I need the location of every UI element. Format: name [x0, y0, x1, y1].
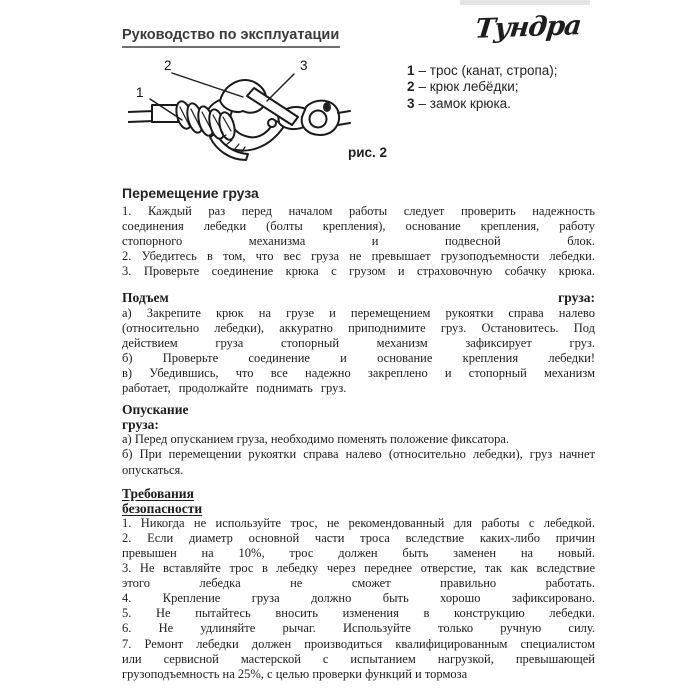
ferrule [152, 105, 178, 122]
figure-label-3: 3 [300, 58, 308, 73]
brand-logo: Тундра [473, 10, 583, 45]
text-line: 3. Проверьте соединение крюка с грузом и страховочную собачку крюка. [122, 264, 595, 279]
document-body [122, 185, 595, 682]
section-heading-moving: Перемещение груза [122, 185, 259, 201]
legend-item [407, 63, 558, 79]
body-detail-hole [268, 119, 276, 127]
section-heading-safety-1 [122, 486, 595, 501]
legend-number: 1 [407, 63, 415, 78]
text-line: а) Закрепите крюк на грузе и перемещением рукоятки справа налево [122, 305, 595, 320]
section-heading-safety-2 [122, 501, 595, 516]
text-line: соединения лебедки (болты крепления), основание крепления, работу [122, 219, 595, 234]
legend-text: – замок крюка. [418, 95, 511, 111]
eye-dark-hole [323, 102, 331, 112]
text-line: грузоподъемность на 25%, с целью проверки функций и тормоза [122, 666, 468, 681]
text-line: 1. Каждый раз перед началом работы следует проверить надежность [122, 204, 595, 218]
text-line: б) При перемещении рукоятки справа налево (относительно лебедки), груз начнет [122, 447, 595, 462]
text-line: стопорного механизма и подвесной блок. [122, 234, 595, 249]
heading-left: Подъем [122, 290, 169, 306]
page-title: Руководство по эксплуатации [122, 27, 340, 48]
text-line: 2. Если диаметр основной части троса вследствие каких-либо причин [122, 530, 595, 545]
section-heading-lowering-2: груза: [122, 417, 159, 433]
figure-caption: рис. 2 [348, 145, 388, 160]
text-line: 5. Не пытайтесь вносить изменения в конструкцию лебедки. [122, 606, 595, 621]
text-line: превышен на 10%, трос должен быть заменен на новый. [122, 545, 595, 560]
figure-label-1: 1 [136, 85, 144, 100]
scan-artifact-band [460, 0, 590, 5]
text-line: 7. Ремонт лебедки должен производиться квалифицированным специалистом [122, 636, 595, 651]
cable-lines [128, 111, 154, 122]
text-line: работает, продолжайте поднимать груз. [122, 381, 347, 396]
figure-legend [407, 63, 558, 112]
text-line: 4. Крепление груза должно быть хорошо зафиксировано. [122, 591, 595, 606]
text-line: 1. Никогда не используйте трос, не рекомендованный для работы с лебедкой. [122, 515, 595, 530]
heading-text: Требования [122, 485, 194, 501]
section-heading-lifting [122, 290, 595, 305]
text-line: этого лебедка не сможет правильно работать. [122, 576, 595, 591]
text-line: в) Убедившись, что все надежно закреплено и стопорный механизм [122, 365, 595, 380]
text-line: (относительно лебедки), аккуратно приподнимите груз. Остановитесь. Под [122, 320, 595, 335]
legend-text: – крюк лебёдки; [418, 79, 519, 95]
text-line: а) Перед опусканием груза, необходимо поменять положение фиксатора. [122, 432, 510, 447]
section-heading-lowering-1: Опускание [122, 402, 189, 418]
heading-right: груза: [558, 290, 595, 306]
eye-hole [310, 111, 327, 128]
text-line: действием груза стопорный механизм зафиксирует груз. [122, 335, 595, 350]
heading-text: безопасности [122, 500, 203, 516]
figure-label-2: 2 [164, 58, 172, 73]
legend-item [407, 79, 558, 95]
legend-text: – трос (канат, стропа); [418, 63, 558, 78]
text-line: или сервисной мастерской с испытанием нагрузкой, превышающей [122, 651, 595, 666]
text-line: 3. Не вставляйте трос в лебедку через переднее отверстие, так как вследствие [122, 561, 595, 576]
text-line: 6. Не удлиняйте рычаг. Используйте только ручную силу. [122, 621, 595, 636]
winch-hook-figure [128, 57, 358, 162]
legend-number: 3 [407, 95, 415, 111]
text-line: 2. Убедитесь в том, что вес груза не превышает грузоподъемности лебедки. [122, 249, 595, 264]
text-line: опускаться. [122, 462, 184, 477]
legend-number: 2 [407, 79, 415, 95]
text-line: б) Проверьте соединение и основание крепления лебедки! [122, 350, 595, 365]
legend-item [407, 96, 558, 112]
